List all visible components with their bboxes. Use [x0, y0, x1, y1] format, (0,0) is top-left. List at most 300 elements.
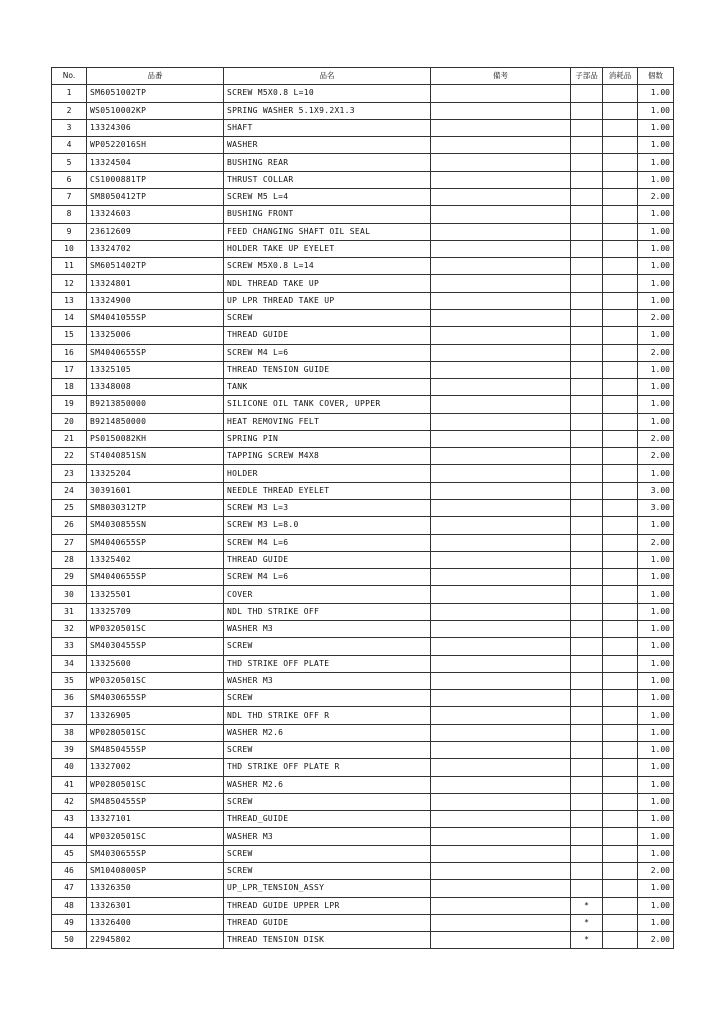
- cell-quantity: 1.00: [638, 517, 674, 534]
- cell-part-name: THRUST COLLAR: [224, 171, 431, 188]
- cell-sub-part: [571, 638, 603, 655]
- table-row: [52, 275, 674, 292]
- cell-no: 32: [52, 621, 87, 638]
- cell-sub-part: [571, 707, 603, 724]
- cell-part-code: SM4850455SP: [87, 793, 224, 810]
- cell-part-code: 13326400: [87, 914, 224, 931]
- cell-part-code: PS0150082KH: [87, 430, 224, 447]
- cell-sub-part: [571, 154, 603, 171]
- cell-sub-part: [571, 534, 603, 551]
- cell-part-code: 13325402: [87, 551, 224, 568]
- cell-remarks: [431, 845, 571, 862]
- cell-quantity: 1.00: [638, 569, 674, 586]
- cell-quantity: 1.00: [638, 897, 674, 914]
- table-body: [52, 85, 674, 949]
- table-row: [52, 551, 674, 568]
- cell-sub-part: [571, 845, 603, 862]
- cell-remarks: [431, 811, 571, 828]
- table-row: [52, 914, 674, 931]
- cell-quantity: 2.00: [638, 188, 674, 205]
- cell-remarks: [431, 880, 571, 897]
- cell-consumable: [603, 569, 638, 586]
- cell-no: 43: [52, 811, 87, 828]
- cell-sub-part: [571, 655, 603, 672]
- cell-part-code: 22945802: [87, 932, 224, 949]
- cell-quantity: 3.00: [638, 500, 674, 517]
- table-row: [52, 759, 674, 776]
- table-row: [52, 862, 674, 879]
- cell-sub-part: [571, 586, 603, 603]
- cell-sub-part: [571, 517, 603, 534]
- table-row: [52, 586, 674, 603]
- cell-part-code: WS0510002KP: [87, 102, 224, 119]
- cell-remarks: [431, 137, 571, 154]
- cell-consumable: [603, 171, 638, 188]
- table-row: [52, 465, 674, 482]
- cell-part-code: SM4040655SP: [87, 569, 224, 586]
- cell-no: 3: [52, 119, 87, 136]
- cell-no: 18: [52, 379, 87, 396]
- header-sub-part: 子部品: [571, 68, 603, 85]
- cell-quantity: 1.00: [638, 707, 674, 724]
- table-row: [52, 430, 674, 447]
- cell-consumable: [603, 741, 638, 758]
- cell-remarks: [431, 932, 571, 949]
- cell-remarks: [431, 672, 571, 689]
- cell-quantity: 1.00: [638, 379, 674, 396]
- cell-remarks: [431, 154, 571, 171]
- cell-part-code: SM4040655SP: [87, 534, 224, 551]
- cell-quantity: 2.00: [638, 344, 674, 361]
- cell-part-name: HOLDER: [224, 465, 431, 482]
- cell-remarks: [431, 586, 571, 603]
- cell-remarks: [431, 655, 571, 672]
- cell-no: 4: [52, 137, 87, 154]
- cell-part-name: THREAD GUIDE: [224, 327, 431, 344]
- cell-remarks: [431, 206, 571, 223]
- cell-no: 47: [52, 880, 87, 897]
- cell-part-name: SCREW M4 L=6: [224, 569, 431, 586]
- cell-part-name: THREAD GUIDE: [224, 914, 431, 931]
- cell-part-name: NDL THREAD TAKE UP: [224, 275, 431, 292]
- cell-consumable: [603, 413, 638, 430]
- cell-part-name: NDL THD STRIKE OFF R: [224, 707, 431, 724]
- cell-remarks: [431, 413, 571, 430]
- cell-sub-part: [571, 171, 603, 188]
- cell-sub-part: [571, 776, 603, 793]
- cell-consumable: [603, 793, 638, 810]
- cell-quantity: 2.00: [638, 932, 674, 949]
- cell-remarks: [431, 223, 571, 240]
- cell-part-name: BUSHING FRONT: [224, 206, 431, 223]
- table-row: [52, 655, 674, 672]
- table-row: [52, 707, 674, 724]
- table-row: [52, 327, 674, 344]
- cell-part-code: WP0320501SC: [87, 828, 224, 845]
- cell-no: 2: [52, 102, 87, 119]
- cell-remarks: [431, 621, 571, 638]
- cell-part-name: SCREW: [224, 845, 431, 862]
- cell-part-name: THD STRIKE OFF PLATE R: [224, 759, 431, 776]
- cell-part-code: B9214850000: [87, 413, 224, 430]
- cell-part-code: SM4850455SP: [87, 741, 224, 758]
- cell-no: 27: [52, 534, 87, 551]
- cell-part-name: WASHER M3: [224, 621, 431, 638]
- cell-no: 49: [52, 914, 87, 931]
- cell-consumable: [603, 828, 638, 845]
- cell-remarks: [431, 759, 571, 776]
- cell-sub-part: [571, 379, 603, 396]
- cell-part-code: 13348008: [87, 379, 224, 396]
- cell-part-code: 13326350: [87, 880, 224, 897]
- cell-sub-part: [571, 551, 603, 568]
- cell-consumable: [603, 309, 638, 326]
- cell-quantity: 1.00: [638, 171, 674, 188]
- cell-remarks: [431, 482, 571, 499]
- cell-sub-part: [571, 309, 603, 326]
- cell-consumable: [603, 206, 638, 223]
- cell-quantity: 1.00: [638, 828, 674, 845]
- cell-sub-part: [571, 621, 603, 638]
- cell-quantity: 1.00: [638, 655, 674, 672]
- cell-sub-part: [571, 119, 603, 136]
- cell-sub-part: [571, 880, 603, 897]
- cell-remarks: [431, 344, 571, 361]
- header-quantity: 個数: [638, 68, 674, 85]
- table-row: [52, 741, 674, 758]
- table-row: [52, 258, 674, 275]
- cell-remarks: [431, 776, 571, 793]
- cell-no: 11: [52, 258, 87, 275]
- table-row: [52, 223, 674, 240]
- cell-quantity: 1.00: [638, 327, 674, 344]
- cell-no: 25: [52, 500, 87, 517]
- cell-remarks: [431, 119, 571, 136]
- table-row: [52, 776, 674, 793]
- cell-quantity: 1.00: [638, 465, 674, 482]
- cell-part-code: SM1040800SP: [87, 862, 224, 879]
- cell-part-name: SHAFT: [224, 119, 431, 136]
- table-row: [52, 932, 674, 949]
- cell-sub-part: [571, 672, 603, 689]
- cell-sub-part: [571, 482, 603, 499]
- cell-remarks: [431, 603, 571, 620]
- cell-sub-part: [571, 223, 603, 240]
- cell-part-name: BUSHING REAR: [224, 154, 431, 171]
- cell-consumable: [603, 448, 638, 465]
- cell-quantity: 1.00: [638, 793, 674, 810]
- cell-quantity: 1.00: [638, 586, 674, 603]
- cell-quantity: 1.00: [638, 811, 674, 828]
- cell-consumable: [603, 914, 638, 931]
- cell-no: 7: [52, 188, 87, 205]
- table-row: [52, 500, 674, 517]
- cell-no: 15: [52, 327, 87, 344]
- cell-consumable: [603, 690, 638, 707]
- cell-sub-part: [571, 240, 603, 257]
- cell-part-code: SM4040655SP: [87, 344, 224, 361]
- cell-consumable: [603, 776, 638, 793]
- cell-quantity: 1.00: [638, 603, 674, 620]
- cell-quantity: 1.00: [638, 690, 674, 707]
- table-header-row: [52, 68, 674, 85]
- cell-no: 1: [52, 85, 87, 102]
- cell-quantity: 1.00: [638, 741, 674, 758]
- cell-no: 33: [52, 638, 87, 655]
- table-row: [52, 171, 674, 188]
- cell-no: 50: [52, 932, 87, 949]
- table-row: [52, 85, 674, 102]
- cell-part-code: SM8050412TP: [87, 188, 224, 205]
- cell-sub-part: [571, 811, 603, 828]
- cell-sub-part: [571, 413, 603, 430]
- cell-quantity: 1.00: [638, 776, 674, 793]
- cell-no: 13: [52, 292, 87, 309]
- cell-remarks: [431, 517, 571, 534]
- cell-consumable: [603, 240, 638, 257]
- cell-part-code: WP0280501SC: [87, 776, 224, 793]
- cell-sub-part: [571, 292, 603, 309]
- cell-consumable: [603, 137, 638, 154]
- cell-sub-part: [571, 344, 603, 361]
- cell-part-code: 30391601: [87, 482, 224, 499]
- cell-part-code: ST4040851SN: [87, 448, 224, 465]
- cell-part-name: THREAD TENSION DISK: [224, 932, 431, 949]
- cell-no: 37: [52, 707, 87, 724]
- cell-no: 19: [52, 396, 87, 413]
- table-row: [52, 638, 674, 655]
- cell-consumable: [603, 344, 638, 361]
- cell-quantity: 1.00: [638, 396, 674, 413]
- cell-part-name: THREAD_GUIDE: [224, 811, 431, 828]
- cell-quantity: 1.00: [638, 154, 674, 171]
- cell-sub-part: *: [571, 914, 603, 931]
- cell-part-code: CS1000881TP: [87, 171, 224, 188]
- table-row: [52, 292, 674, 309]
- cell-part-code: SM4030655SP: [87, 845, 224, 862]
- cell-sub-part: [571, 569, 603, 586]
- cell-part-name: COVER: [224, 586, 431, 603]
- table-row: [52, 603, 674, 620]
- cell-consumable: [603, 707, 638, 724]
- cell-part-name: SPRING PIN: [224, 430, 431, 447]
- cell-consumable: [603, 379, 638, 396]
- cell-sub-part: [571, 327, 603, 344]
- cell-part-code: 13327002: [87, 759, 224, 776]
- cell-quantity: 1.00: [638, 361, 674, 378]
- cell-no: 28: [52, 551, 87, 568]
- header-no: No.: [52, 68, 87, 85]
- table-row: [52, 534, 674, 551]
- cell-remarks: [431, 309, 571, 326]
- table-row: [52, 672, 674, 689]
- cell-part-code: SM6051002TP: [87, 85, 224, 102]
- cell-no: 45: [52, 845, 87, 862]
- cell-sub-part: *: [571, 932, 603, 949]
- cell-consumable: [603, 275, 638, 292]
- cell-no: 12: [52, 275, 87, 292]
- cell-part-name: SCREW: [224, 862, 431, 879]
- cell-part-code: 13325501: [87, 586, 224, 603]
- table-row: [52, 482, 674, 499]
- cell-consumable: [603, 932, 638, 949]
- cell-part-name: NDL THD STRIKE OFF: [224, 603, 431, 620]
- cell-part-name: THD STRIKE OFF PLATE: [224, 655, 431, 672]
- cell-no: 39: [52, 741, 87, 758]
- cell-part-name: WASHER: [224, 137, 431, 154]
- cell-quantity: 1.00: [638, 845, 674, 862]
- cell-remarks: [431, 430, 571, 447]
- cell-remarks: [431, 465, 571, 482]
- cell-remarks: [431, 102, 571, 119]
- cell-no: 5: [52, 154, 87, 171]
- cell-consumable: [603, 361, 638, 378]
- cell-consumable: [603, 482, 638, 499]
- cell-quantity: 2.00: [638, 534, 674, 551]
- cell-part-code: 13325006: [87, 327, 224, 344]
- cell-no: 35: [52, 672, 87, 689]
- cell-part-code: WP0320501SC: [87, 672, 224, 689]
- cell-quantity: 1.00: [638, 119, 674, 136]
- cell-part-code: 13324306: [87, 119, 224, 136]
- cell-quantity: 1.00: [638, 292, 674, 309]
- cell-quantity: 2.00: [638, 448, 674, 465]
- cell-part-name: SCREW M3 L=8.0: [224, 517, 431, 534]
- cell-quantity: 1.00: [638, 914, 674, 931]
- cell-no: 38: [52, 724, 87, 741]
- cell-quantity: 1.00: [638, 223, 674, 240]
- cell-part-name: WASHER M2.6: [224, 776, 431, 793]
- cell-part-name: SCREW M5X0.8 L=10: [224, 85, 431, 102]
- cell-remarks: [431, 828, 571, 845]
- table-row: [52, 309, 674, 326]
- cell-sub-part: [571, 690, 603, 707]
- cell-sub-part: [571, 759, 603, 776]
- cell-no: 42: [52, 793, 87, 810]
- cell-quantity: 2.00: [638, 430, 674, 447]
- cell-part-name: HOLDER TAKE UP EYELET: [224, 240, 431, 257]
- cell-sub-part: [571, 275, 603, 292]
- table-row: [52, 845, 674, 862]
- table-row: [52, 897, 674, 914]
- cell-part-name: TAPPING SCREW M4X8: [224, 448, 431, 465]
- table-row: [52, 154, 674, 171]
- cell-consumable: [603, 603, 638, 620]
- cell-consumable: [603, 119, 638, 136]
- cell-quantity: 1.00: [638, 85, 674, 102]
- cell-remarks: [431, 793, 571, 810]
- header-remarks: 備考: [431, 68, 571, 85]
- cell-remarks: [431, 724, 571, 741]
- cell-quantity: 1.00: [638, 240, 674, 257]
- cell-no: 10: [52, 240, 87, 257]
- cell-part-code: SM4041055SP: [87, 309, 224, 326]
- cell-part-name: SCREW M5X0.8 L=14: [224, 258, 431, 275]
- cell-quantity: 1.00: [638, 551, 674, 568]
- cell-remarks: [431, 292, 571, 309]
- cell-sub-part: [571, 102, 603, 119]
- cell-part-code: 13326301: [87, 897, 224, 914]
- cell-sub-part: [571, 206, 603, 223]
- cell-consumable: [603, 862, 638, 879]
- cell-no: 26: [52, 517, 87, 534]
- cell-part-code: 13325709: [87, 603, 224, 620]
- cell-part-name: SCREW M4 L=6: [224, 344, 431, 361]
- table-row: [52, 448, 674, 465]
- cell-part-name: WASHER M2.6: [224, 724, 431, 741]
- cell-part-name: THREAD TENSION GUIDE: [224, 361, 431, 378]
- cell-part-name: SCREW: [224, 690, 431, 707]
- table-row: [52, 413, 674, 430]
- cell-remarks: [431, 379, 571, 396]
- cell-part-name: SCREW M5 L=4: [224, 188, 431, 205]
- table-row: [52, 828, 674, 845]
- cell-part-name: THREAD GUIDE: [224, 551, 431, 568]
- cell-part-code: 13325105: [87, 361, 224, 378]
- table-row: [52, 137, 674, 154]
- cell-quantity: 1.00: [638, 413, 674, 430]
- cell-no: 31: [52, 603, 87, 620]
- table-row: [52, 517, 674, 534]
- cell-part-name: SPRING WASHER 5.1X9.2X1.3: [224, 102, 431, 119]
- cell-remarks: [431, 258, 571, 275]
- cell-part-code: 13324801: [87, 275, 224, 292]
- cell-sub-part: [571, 793, 603, 810]
- cell-sub-part: [571, 500, 603, 517]
- cell-no: 44: [52, 828, 87, 845]
- cell-consumable: [603, 897, 638, 914]
- cell-remarks: [431, 638, 571, 655]
- cell-part-code: 13324702: [87, 240, 224, 257]
- cell-part-code: SM4030455SP: [87, 638, 224, 655]
- cell-consumable: [603, 154, 638, 171]
- parts-list-sheet: [51, 67, 673, 949]
- cell-part-name: UP_LPR_TENSION_ASSY: [224, 880, 431, 897]
- cell-no: 22: [52, 448, 87, 465]
- cell-consumable: [603, 85, 638, 102]
- cell-part-name: SILICONE OIL TANK COVER, UPPER: [224, 396, 431, 413]
- table-row: [52, 206, 674, 223]
- cell-part-code: WP0280501SC: [87, 724, 224, 741]
- cell-no: 30: [52, 586, 87, 603]
- cell-part-code: SM4030655SP: [87, 690, 224, 707]
- parts-table: [51, 67, 674, 949]
- cell-remarks: [431, 897, 571, 914]
- cell-no: 16: [52, 344, 87, 361]
- cell-part-code: B9213850000: [87, 396, 224, 413]
- cell-consumable: [603, 759, 638, 776]
- cell-consumable: [603, 621, 638, 638]
- cell-remarks: [431, 361, 571, 378]
- header-part-code: 品番: [87, 68, 224, 85]
- cell-quantity: 2.00: [638, 862, 674, 879]
- cell-quantity: 1.00: [638, 672, 674, 689]
- cell-sub-part: [571, 465, 603, 482]
- cell-remarks: [431, 862, 571, 879]
- cell-quantity: 1.00: [638, 206, 674, 223]
- cell-sub-part: [571, 862, 603, 879]
- cell-remarks: [431, 551, 571, 568]
- cell-consumable: [603, 638, 638, 655]
- cell-quantity: 1.00: [638, 258, 674, 275]
- cell-quantity: 1.00: [638, 880, 674, 897]
- cell-no: 17: [52, 361, 87, 378]
- cell-remarks: [431, 275, 571, 292]
- cell-part-code: WP0522016SH: [87, 137, 224, 154]
- cell-remarks: [431, 396, 571, 413]
- cell-remarks: [431, 188, 571, 205]
- cell-part-name: THREAD GUIDE UPPER LPR: [224, 897, 431, 914]
